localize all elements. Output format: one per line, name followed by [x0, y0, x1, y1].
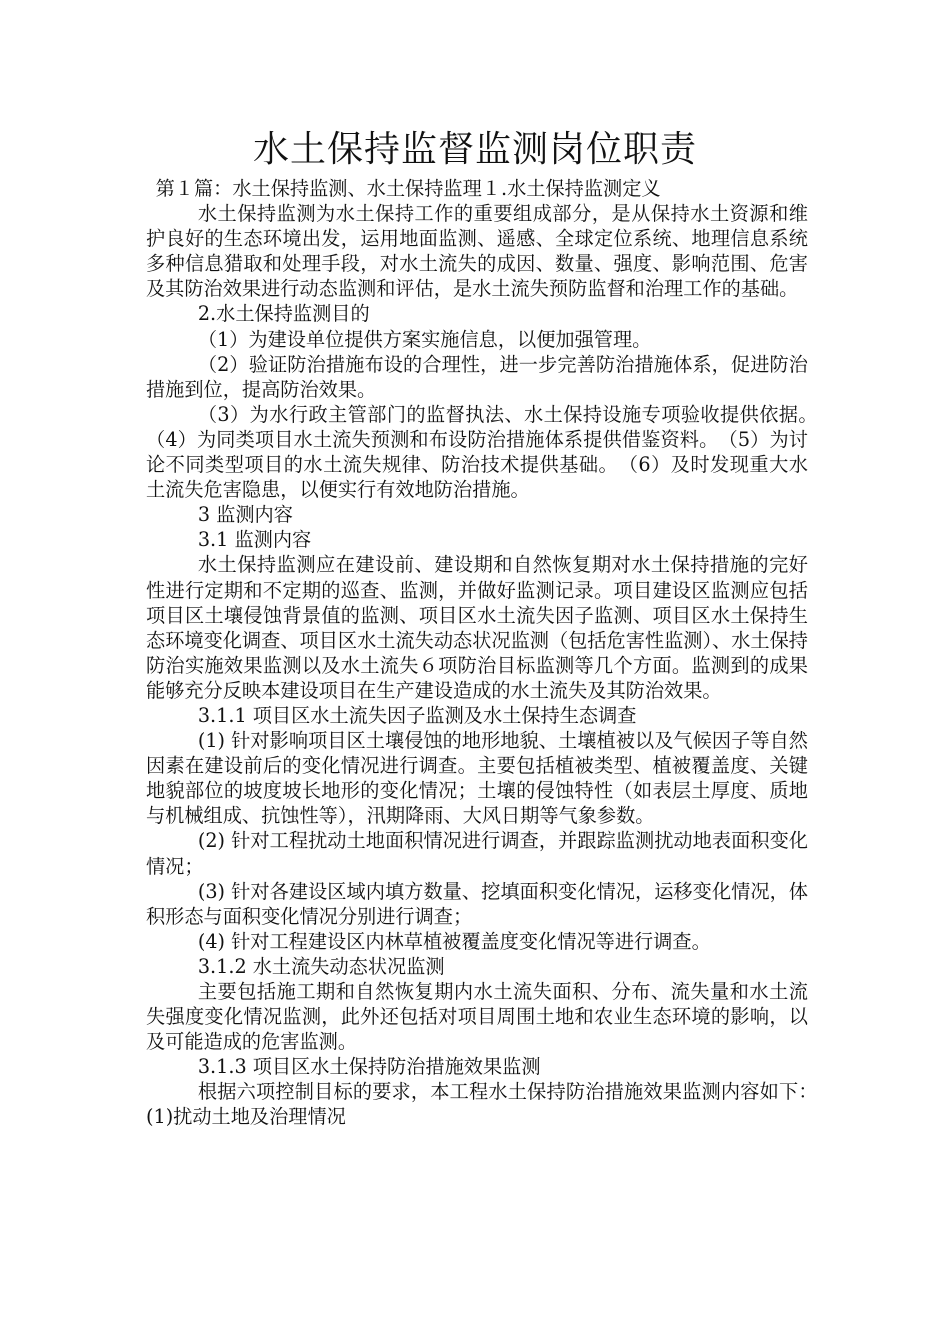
paragraph: 水土保持监测应在建设前、建设期和自然恢复期对水土保持措施的完好性进行定期和不定期的巡查、监测，并做好监测记录。项目建设区监测应包括项目区土壤侵蚀背景值的监测、项目区水土流失因子监测、项目区水土保持生态环境变化调查、项目区水土流失动态状况监测（包括危害性监测）、水土保持防治实施效果监测以及水土流失６项防治目标监测等几个方面。监测到的成果能够充分反映本建设项目在生产建设造成的水土流失及其防治效果。	[146, 553, 808, 702]
list-item: (1) 针对影响项目区土壤侵蚀的地形地貌、土壤植被以及气候因子等自然因素在建设前后的变化情况进行调查。主要包括植被类型、植被覆盖度、关键地貌部位的坡度坡长地形的变化情况；土壤的侵蚀特性（如表层土厚度、质地与机械组成、抗蚀性等），汛期降雨、大风日期等气象参数。	[146, 729, 808, 828]
section-heading: 3.1 监测内容	[197, 528, 312, 552]
section-heading: 2.水土保持监测目的	[197, 302, 370, 326]
document-title: 水土保持监督监测岗位职责	[252, 129, 697, 170]
paragraph: 主要包括施工期和自然恢复期内水土流失面积、分布、流失量和水土流失强度变化情况监测，此外还包括对项目周围土地和农业生态环境的影响，以及可能造成的危害监测。	[146, 980, 808, 1054]
list-item: (2) 针对工程扰动土地面积情况进行调查，并跟踪监测扰动地表面积变化情况；	[146, 829, 808, 878]
section-heading: 3 监测内容	[197, 503, 293, 527]
paragraph: 水土保持监测为水土保持工作的重要组成部分，是从保持水土资源和维护良好的生态环境出发，运用地面监测、遥感、全球定位系统、地理信息系统多种信息猎取和处理手段，对水土流失的成因、数量、强度、影响范围、危害及其防治效果进行动态监测和评估，是水土流失预防监督和治理工作的基础。	[146, 202, 808, 301]
section-heading: 3.1.2 水土流失动态状况监测	[197, 954, 445, 978]
section-heading: 3.1.3 项目区水土保持防治措施效果监测	[197, 1055, 541, 1079]
list-item: （2）验证防治措施布设的合理性，进一步完善防治措施体系，促进防治措施到位，提高防治效果。	[146, 352, 808, 401]
paragraph: 第１篇：水土保持监测、水土保持监理１.水土保持监测定义	[155, 177, 661, 200]
paragraph: 根据六项控制目标的要求，本工程水土保持防治措施效果监测内容如下： (1)扰动土地及治理情况	[146, 1080, 828, 1129]
document-body	[146, 176, 828, 1130]
section-heading: 3.1.1 项目区水土流失因子监测及水土保持生态调查	[197, 703, 637, 727]
list-item: (4) 针对工程建设区内林草植被覆盖度变化情况等进行调查。	[197, 929, 711, 953]
list-item: （1）为建设单位提供方案实施信息，以便加强管理。	[197, 327, 652, 351]
list-item: （3）为水行政主管部门的监督执法、水土保持设施专项验收提供依据。 （4）为同类项目水土流失预测和布设防治措施体系提供借鉴资料。 （5）为讨论不同类型项目的水土流失规律、防治技术提供基础。 （6）及时发现重大水土流失危害隐患，以便实行有效地防治措施。	[146, 402, 828, 502]
list-item: (3) 针对各建设区域内填方数量、挖填面积变化情况，运移变化情况，体积形态与面积变化情况分别进行调查；	[146, 879, 808, 928]
